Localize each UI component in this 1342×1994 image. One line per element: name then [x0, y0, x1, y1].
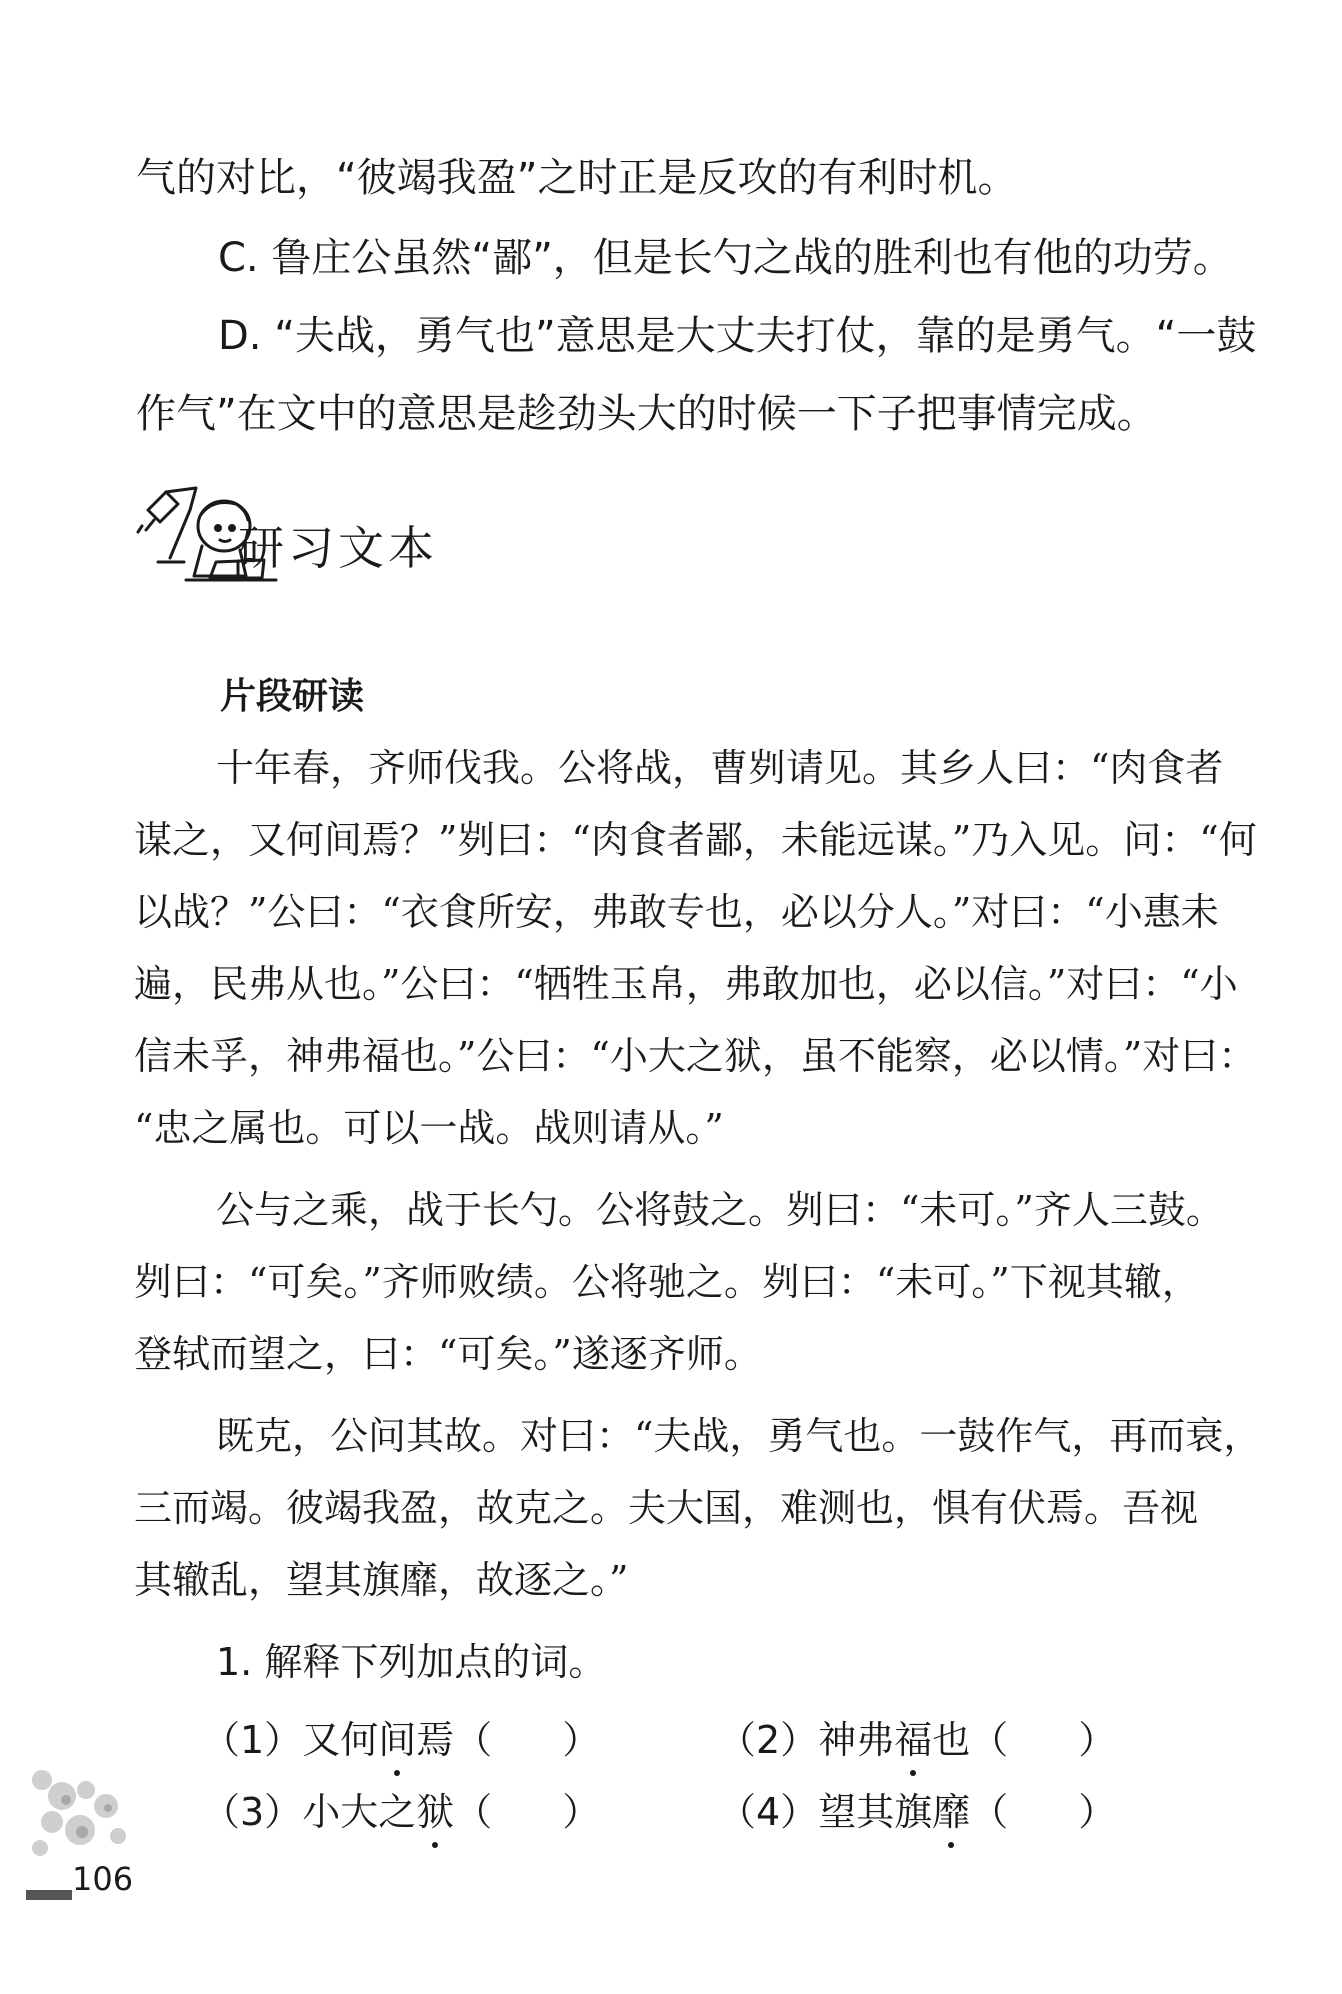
- passage-line: 公与之乘，战于长勺。公将鼓之。刿曰：“未可。”齐人三鼓。: [216, 1188, 1224, 1232]
- item-number: （4）: [718, 1790, 819, 1834]
- passage-line: 三而竭。彼竭我盈，故克之。夫大国，难测也，惧有伏焉。吾视: [134, 1486, 1199, 1530]
- page-number-bar: [26, 1890, 72, 1900]
- floral-decoration-icon: [22, 1750, 142, 1870]
- passage-line: 既克，公问其故。对曰：“夫战，勇气也。一鼓作气，再而衰，: [216, 1414, 1262, 1458]
- dotted-char: 福: [894, 1714, 932, 1766]
- item-number: （2）: [718, 1718, 819, 1762]
- page-number: 106: [72, 1860, 134, 1898]
- item-close: ）: [1078, 1718, 1117, 1762]
- item-text: 小大之: [302, 1790, 417, 1834]
- item-number: （3）: [202, 1790, 303, 1834]
- passage-line: 以战？”公曰：“衣食所安，弗敢专也，必以分人。”对曰：“小惠未: [134, 890, 1219, 934]
- passage-line: 谋之，又何间焉？”刿曰：“肉食者鄙，未能远谋。”乃入见。问：“何: [134, 818, 1257, 862]
- dotted-char: 间: [378, 1714, 416, 1766]
- item-close: ）: [1078, 1790, 1117, 1834]
- passage-line: 遍，民弗从也。”公曰：“牺牲玉帛，弗敢加也，必以信。”对曰：“小: [134, 962, 1238, 1006]
- section-title: 研习文本: [238, 521, 438, 575]
- item-close: ）: [562, 1718, 601, 1762]
- item-text: 又何: [302, 1718, 379, 1762]
- passage-line: 刿曰：“可矣。”齐师败绩。公将驰之。刿曰：“未可。”下视其辙，: [134, 1260, 1200, 1304]
- option-c: C. 鲁庄公虽然“鄙”，但是长勺之战的胜利也有他的功劳。: [218, 235, 1233, 281]
- item-text: 神弗: [818, 1718, 895, 1762]
- passage-line: “忠之属也。可以一战。战则请从。”: [134, 1106, 724, 1150]
- dotted-char: 靡: [932, 1786, 970, 1838]
- passage-line: 信未孚，神弗福也。”公曰：“小大之狱，虽不能察，必以情。”对曰：: [134, 1034, 1257, 1078]
- option-d: D. “夫战，勇气也”意思是大丈夫打仗，靠的是勇气。“一鼓: [218, 313, 1257, 359]
- answer-item: [202, 1714, 600, 1766]
- item-text: 焉（: [416, 1718, 493, 1762]
- passage-line: 其辙乱，望其旗靡，故逐之。”: [134, 1558, 629, 1602]
- text-line: 作气”在文中的意思是趁劲头大的时候一下子把事情完成。: [136, 391, 1157, 437]
- item-close: ）: [562, 1790, 601, 1834]
- subheading: 片段研读: [220, 676, 365, 717]
- dotted-char: 狱: [416, 1786, 454, 1838]
- item-text: 也（: [932, 1718, 1009, 1762]
- answer-item: [202, 1786, 600, 1838]
- item-number: （1）: [202, 1718, 303, 1762]
- item-text: （: [970, 1790, 1009, 1834]
- item-text: 望其旗: [818, 1790, 933, 1834]
- answer-item: [718, 1786, 1116, 1838]
- passage-line: 登轼而望之，曰：“可矣。”遂逐齐师。: [134, 1332, 762, 1376]
- text-line: 气的对比，“彼竭我盈”之时正是反攻的有利时机。: [136, 155, 1018, 201]
- question-heading: 1. 解释下列加点的词。: [216, 1640, 607, 1684]
- answer-item: [718, 1714, 1116, 1766]
- passage-line: 十年春，齐师伐我。公将战，曹刿请见。其乡人曰：“肉食者: [216, 746, 1224, 790]
- item-text: （: [454, 1790, 493, 1834]
